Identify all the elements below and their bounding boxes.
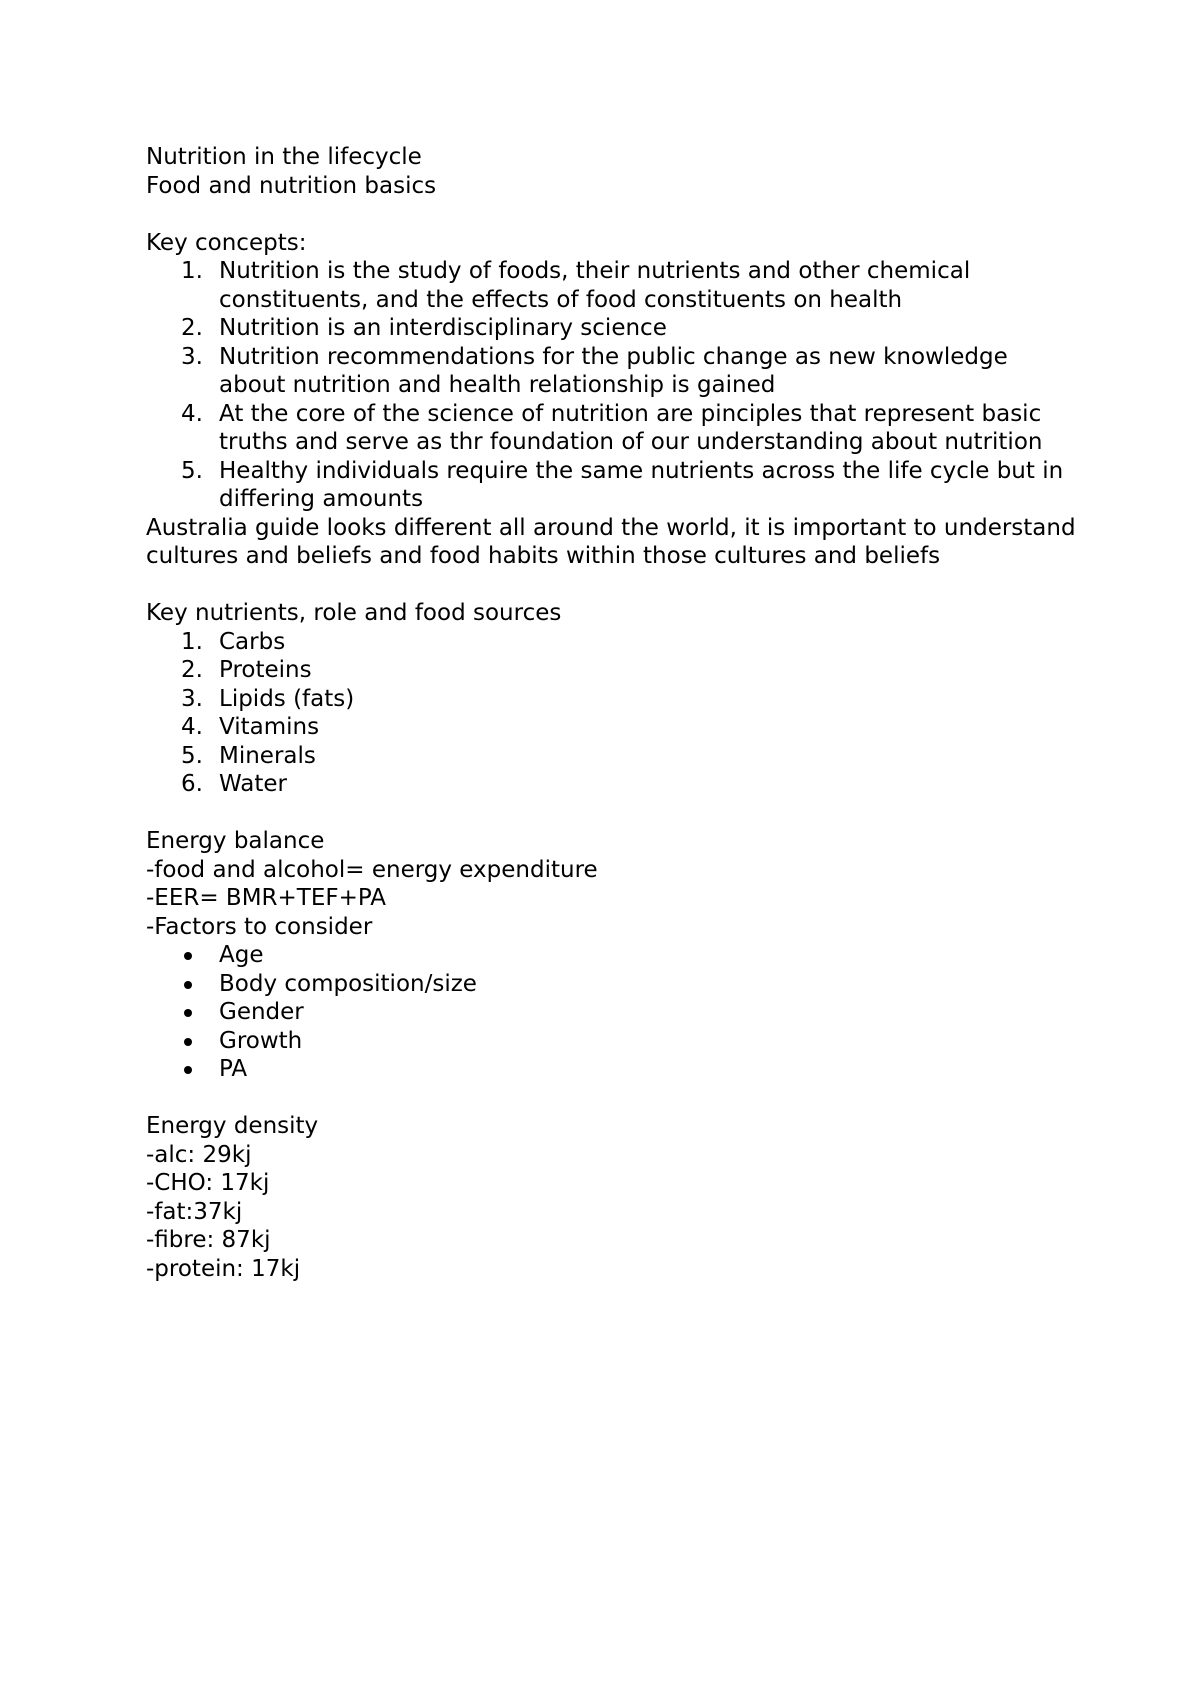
spacer — [146, 1084, 1076, 1113]
key-concepts-heading: Key concepts: — [146, 229, 307, 256]
energy-balance-line: -EER= BMR+TEF+PA — [146, 885, 387, 911]
list-item-text: Proteins — [219, 657, 312, 683]
list-number: 2. — [181, 657, 203, 683]
list-number: 4. — [181, 400, 203, 427]
list-item-text: Nutrition recommendations for the public change as new knowledge about nutrition and health relationship is gained — [219, 343, 1008, 398]
list-item-text: Carbs — [219, 628, 286, 655]
list-item — [146, 1027, 1076, 1056]
key-nutrients-heading: Key nutrients, role and food sources — [146, 600, 562, 626]
list-item — [146, 457, 1076, 514]
document-title: Nutrition in the lifecycle — [146, 144, 422, 170]
bullet-icon — [184, 1009, 192, 1017]
list-item — [146, 314, 1076, 343]
list-item-text: Age — [219, 942, 264, 968]
energy-density-line: -fat:37kj — [146, 1198, 243, 1225]
list-item — [146, 400, 1076, 457]
list-number: 6. — [181, 771, 203, 797]
list-item-text: Body composition/size — [219, 970, 477, 997]
list-item-text: Lipids (fats) — [219, 685, 355, 712]
list-item — [146, 628, 1076, 657]
list-item — [146, 941, 1076, 970]
list-number: 5. — [181, 742, 203, 769]
list-item-text: PA — [219, 1056, 248, 1082]
bullet-icon — [184, 1066, 192, 1074]
energy-density-line: -alc: 29kj — [146, 1141, 252, 1168]
factors-list — [146, 941, 1076, 1084]
list-number: 1. — [181, 258, 203, 284]
document-page — [146, 143, 1083, 1283]
list-item-text: Growth — [219, 1027, 303, 1054]
list-item — [146, 343, 1076, 400]
list-item — [146, 742, 1076, 771]
list-number: 4. — [181, 714, 203, 740]
list-item — [146, 770, 1076, 799]
list-item — [146, 998, 1076, 1027]
list-item — [146, 970, 1076, 999]
energy-density-line: -protein: 17kj — [146, 1255, 301, 1282]
list-number: 1. — [181, 628, 203, 655]
energy-balance-heading: Energy balance — [146, 828, 325, 854]
list-number: 2. — [181, 315, 203, 341]
australia-guide-paragraph: Australia guide looks different all around the world, it is important to understand cultures and beliefs and food habits within those cultures and beliefs — [146, 514, 1083, 569]
list-item-text: Vitamins — [219, 714, 320, 740]
energy-density-line: -CHO: 17kj — [146, 1170, 270, 1196]
list-item-text: At the core of the science of nutrition are pinciples that represent basic truths and serve as thr foundation of our understanding about nutrition — [219, 400, 1043, 455]
list-item-text: Nutrition is the study of foods, their nutrients and other chemical constituents, and the effects of food constituents on health — [219, 258, 971, 313]
energy-density-heading: Energy density — [146, 1113, 319, 1139]
document-subtitle: Food and nutrition basics — [146, 172, 437, 199]
list-item-text: Minerals — [219, 742, 316, 769]
key-nutrients-list — [146, 628, 1076, 799]
list-number: 5. — [181, 457, 203, 484]
list-item — [146, 656, 1076, 685]
key-concepts-list — [146, 257, 1076, 514]
spacer — [146, 200, 1076, 229]
list-number: 3. — [181, 343, 203, 370]
energy-balance-line: -food and alcohol= energy expenditure — [146, 856, 598, 883]
list-item-text: Water — [219, 771, 287, 797]
list-item — [146, 713, 1076, 742]
spacer — [146, 571, 1076, 600]
bullet-icon — [184, 952, 192, 960]
spacer — [146, 799, 1076, 828]
list-number: 3. — [181, 685, 203, 712]
list-item — [146, 685, 1076, 714]
bullet-icon — [184, 1038, 192, 1046]
energy-density-line: -fibre: 87kj — [146, 1227, 271, 1253]
energy-balance-line: -Factors to consider — [146, 913, 373, 940]
list-item-text: Nutrition is an interdisciplinary science — [219, 315, 667, 341]
list-item-text: Gender — [219, 999, 304, 1025]
list-item-text: Healthy individuals require the same nutrients across the life cycle but in differing amounts — [219, 457, 1064, 512]
bullet-icon — [184, 981, 192, 989]
list-item — [146, 257, 1076, 314]
list-item — [146, 1055, 1076, 1084]
